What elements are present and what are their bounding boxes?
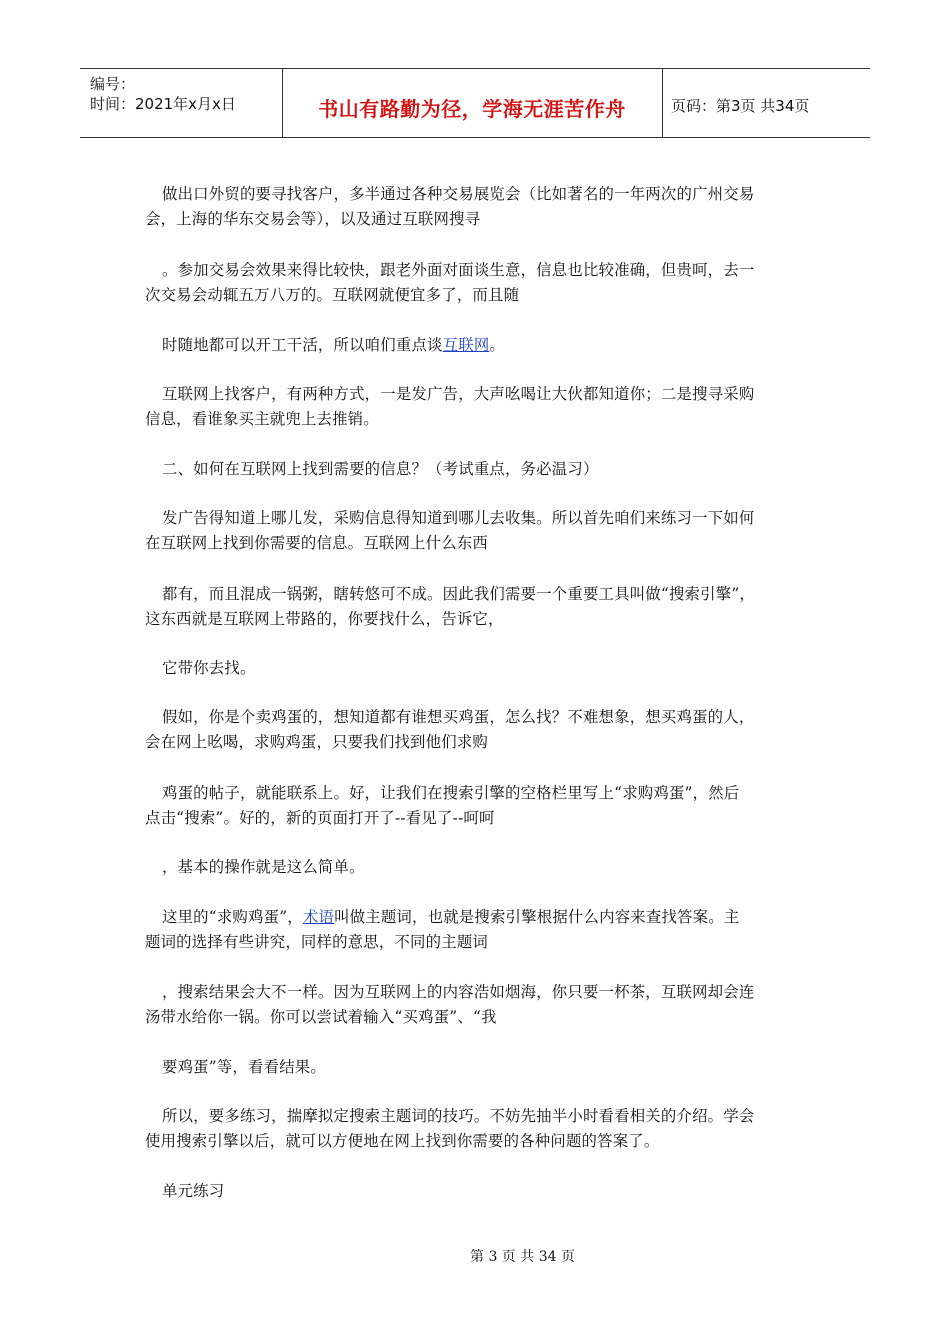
paragraph-line: 它带你去找。 <box>162 659 256 677</box>
paragraph <box>145 781 815 831</box>
document-number-label: 编号： <box>90 75 136 93</box>
paragraph <box>145 1104 815 1154</box>
paragraph <box>145 506 815 556</box>
section-heading <box>145 457 815 482</box>
paragraph-line: 鸡蛋的帖子，就能联系上。好，让我们在搜索引擎的空格栏里写上“求购鸡蛋”，然后 <box>162 784 740 802</box>
page-footer: 第 3 页 共 34 页 <box>470 1249 575 1265</box>
paragraph-line: 二、如何在互联网上找到需要的信息？（考试重点，务必温习） <box>162 460 599 478</box>
paragraph-line: 所以，要多练习，揣摩拟定搜索主题词的技巧。不妨先抽半小时看看相关的介绍。学会 <box>162 1107 755 1125</box>
paragraph-line: 互联网上找客户，有两种方式，一是发广告，大声吆喝让大伙都知道你；二是搜寻采购 <box>162 385 755 403</box>
paragraph <box>145 582 815 632</box>
paragraph-line: 次交易会动辄五万八万的。互联网就便宜多了，而且随 <box>145 286 520 304</box>
document-time-label: 时间：2021年x月x日 <box>90 95 236 113</box>
paragraph <box>145 1055 815 1080</box>
paragraph <box>145 705 815 755</box>
header-motto-cell <box>282 69 663 137</box>
paragraph-line: 这东西就是互联网上带路的，你要找什么，告诉它， <box>145 610 504 628</box>
paragraph-line <box>145 905 815 930</box>
section-heading <box>145 1179 815 1204</box>
internet-link[interactable]: 互联网 <box>442 336 490 354</box>
text-run: 时随地都可以开工干活，所以咱们重点谈 <box>162 336 443 354</box>
paragraph-line: 会在网上吆喝，求购鸡蛋，只要我们找到他们求购 <box>145 733 488 751</box>
header-page-cell <box>663 69 870 137</box>
paragraph-line <box>145 333 815 358</box>
paragraph-line: 会，上海的华东交易会等），以及通过互联网搜寻 <box>145 210 481 228</box>
paragraph-line: ，基本的操作就是这么简单。 <box>162 858 365 876</box>
paragraph-line: 要鸡蛋”等，看看结果。 <box>162 1058 326 1076</box>
paragraph-line: 题词的选择有些讲究，同样的意思，不同的主题词 <box>145 933 488 951</box>
text-run: 叫做主题词，也就是搜索引擎根据什么内容来查找答案。主 <box>334 908 740 926</box>
paragraph-line: 单元练习 <box>162 1182 225 1200</box>
header-meta-cell <box>80 69 283 137</box>
paragraph-line: 发广告得知道上哪儿发，采购信息得知道到哪儿去收集。所以首先咱们来练习一下如何 <box>162 509 755 527</box>
paragraph-line: 汤带水给你一锅。你可以尝试着输入“买鸡蛋”、“我 <box>145 1008 497 1026</box>
paragraph <box>145 258 815 308</box>
paragraph <box>145 182 815 232</box>
term-link[interactable]: 术语 <box>302 908 335 926</box>
paragraph <box>145 905 815 955</box>
paragraph <box>145 656 815 681</box>
paragraph-line: 都有，而且混成一锅粥，瞎转悠可不成。因此我们需要一个重要工具叫做“搜索引擎”， <box>162 585 755 603</box>
paragraph <box>145 333 815 358</box>
paragraph-line: 在互联网上找到你需要的信息。互联网上什么东西 <box>145 534 488 552</box>
paragraph-line: 做出口外贸的要寻找客户，多半通过各种交易展览会（比如著名的一年两次的广州交易 <box>162 185 755 203</box>
page-header <box>80 68 870 138</box>
header-motto: 书山有路勤为径，学海无涯苦作舟 <box>318 97 626 121</box>
paragraph-line: ，搜索结果会大不一样。因为互联网上的内容浩如烟海，你只要一杯茶，互联网却会连 <box>162 983 755 1001</box>
paragraph <box>145 855 815 880</box>
text-run: 。 <box>489 336 506 354</box>
header-page-info: 页码：第3页 共34页 <box>671 97 810 115</box>
paragraph <box>145 382 815 432</box>
text-run: 这里的“求购鸡蛋”， <box>162 908 303 926</box>
paragraph-line: 使用搜索引擎以后，就可以方便地在网上找到你需要的各种问题的答案了。 <box>145 1132 660 1150</box>
paragraph-line: 信息，看谁象买主就兜上去推销。 <box>145 410 379 428</box>
paragraph <box>145 980 815 1030</box>
paragraph-line: 。参加交易会效果来得比较快，跟老外面对面谈生意，信息也比较准确，但贵呵，去一 <box>162 261 755 279</box>
paragraph-line: 假如，你是个卖鸡蛋的，想知道都有谁想买鸡蛋，怎么找？不难想象，想买鸡蛋的人， <box>162 708 755 726</box>
paragraph-line: 点击“搜索”。好的，新的页面打开了--看见了--呵呵 <box>145 809 495 827</box>
